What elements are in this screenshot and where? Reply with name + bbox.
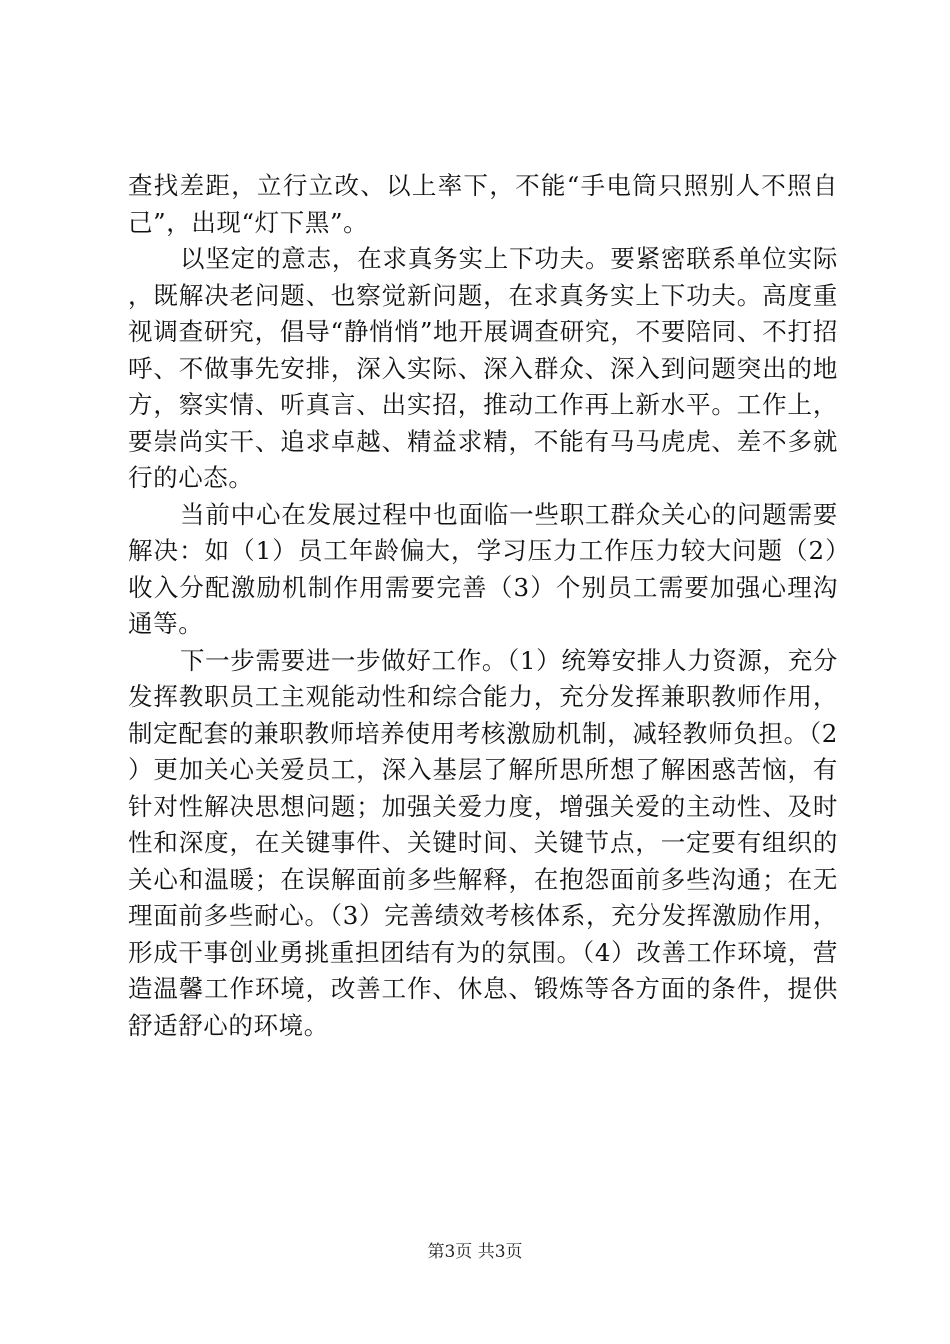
page-number-footer: 第3页 共3页 <box>427 1242 523 1262</box>
paragraph-next-steps: 下一步需要进一步做好工作。（1）统筹安排人力资源，充分发挥教职员工主观能动性和综合能力，充分发挥兼职教师作用，制定配套的兼职教师培养使用考核激励机制，减轻教师负担。（2）更加关心关爱员工，深入基层了解所思所想了解困惑苦恼，有针对性解决思想问题；加强关爱力度，增强关爱的主动性、及时性和深度，在关键事件、关键时间、关键节点，一定要有组织的关心和温暖；在误解面前多些解释，在抱怨面前多些沟通；在无理面前多些耐心。（3）完善绩效考核体系，充分发挥激励作用，形成干事创业勇挑重担团结有为的氛围。（4）改善工作环境，营造温馨工作环境，改善工作、休息、锻炼等各方面的条件，提供舒适舒心的环境。 <box>128 645 838 1040</box>
document-body <box>128 168 838 1044</box>
paragraph-current-issues: 当前中心在发展过程中也面临一些职工群众关心的问题需要解决：如（1）员工年龄偏大，学习压力工作压力较大问题（2）收入分配激励机制作用需要完善（3）个别员工需要加强心理沟通等。 <box>128 499 838 638</box>
paragraph-seeking-truth: 以坚定的意志，在求真务实上下功夫。要紧密联系单位实际，既解决老问题、也察觉新问题，在求真务实上下功夫。高度重视调查研究，倡导“静悄悄”地开展调查研究，不要陪同、不打招呼、不做事先安排，深入实际、深入群众、深入到问题突出的地方，察实情、听真言、出实招，推动工作再上新水平。工作上，要崇尚实干、追求卓越、精益求精，不能有马马虎虎、差不多就行的心态。 <box>128 244 838 492</box>
paragraph-continuation: 查找差距，立行立改、以上率下，不能“手电筒只照别人不照自己”，出现“灯下黑”。 <box>128 171 838 237</box>
